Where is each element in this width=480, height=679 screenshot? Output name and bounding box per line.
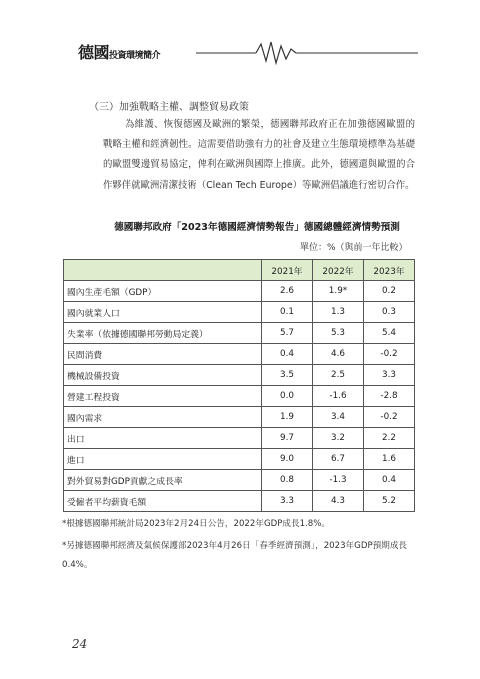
cell-2023: 1.6 xyxy=(364,449,415,470)
table-row xyxy=(64,302,415,323)
cell-2021: 1.9 xyxy=(262,407,313,428)
row-label: 國內就業人口 xyxy=(64,302,262,323)
cell-2023: 5.4 xyxy=(364,323,415,344)
body-paragraph: 為維護、恢復德國及歐洲的繁榮，德國聯邦政府正在加強德國歐盟的戰略主權和經濟韌性。這需要借助強有力的社會及建立生態環境標準為基礎的歐盟雙邊貿易協定，俾利在歐洲與國際上推廣。此外，德國還與歐盟的合作夥伴就歐洲清潔技術（Clean Tech Europe）等歐洲倡議進行密切合作。 xyxy=(103,119,415,191)
row-label: 機械設備投資 xyxy=(64,365,262,386)
cell-2022: 2.5 xyxy=(313,365,364,386)
cell-2021: 0.8 xyxy=(262,470,313,491)
cell-2022: 3.4 xyxy=(313,407,364,428)
cell-2022: 4.3 xyxy=(313,491,364,512)
column-header-2023: 2023年 xyxy=(364,260,415,281)
cell-2022: 1.9* xyxy=(313,281,364,302)
table-header-row xyxy=(64,260,415,281)
column-header-2022: 2022年 xyxy=(313,260,364,281)
column-header-2021: 2021年 xyxy=(262,260,313,281)
table-row xyxy=(64,386,415,407)
cell-2023: 0.3 xyxy=(364,302,415,323)
cell-2023: 2.2 xyxy=(364,428,415,449)
header-title-sub: 投資環境簡介 xyxy=(109,51,161,61)
row-label: 國內生產毛額（GDP） xyxy=(64,281,262,302)
cell-2021: 9.7 xyxy=(262,428,313,449)
header-title xyxy=(78,40,160,63)
cell-2022: 3.2 xyxy=(313,428,364,449)
row-label: 對外貿易對GDP貢獻之成長率 xyxy=(64,470,262,491)
cell-2022: 6.7 xyxy=(313,449,364,470)
table-row xyxy=(64,470,415,491)
table-row xyxy=(64,323,415,344)
cell-2021: 0.1 xyxy=(262,302,313,323)
table-header-corner xyxy=(64,260,262,281)
cell-2021: 3.3 xyxy=(262,491,313,512)
section-heading: （三）加強戰略主權、調整貿易政策 xyxy=(89,102,249,113)
cell-2021: 9.0 xyxy=(262,449,313,470)
row-label: 進口 xyxy=(64,449,262,470)
cell-2023: 0.2 xyxy=(364,281,415,302)
cell-2023: 0.4 xyxy=(364,470,415,491)
cell-2023: 3.3 xyxy=(364,365,415,386)
table-row xyxy=(64,407,415,428)
cell-2022: -1.3 xyxy=(313,470,364,491)
table-row xyxy=(64,344,415,365)
cell-2022: 5.3 xyxy=(313,323,364,344)
table-unit-note: 單位：%（與前一年比較） xyxy=(300,243,408,253)
footnote-1: *根據德國聯邦統計局2023年2月24日公告，2022年GDP成長1.8%。 xyxy=(62,519,331,529)
header-title-main: 德國 xyxy=(78,43,110,62)
cell-2021: 2.6 xyxy=(262,281,313,302)
footnote-2: *另據德國聯邦經濟及氣候保護部2023年4月26日「春季經濟預測」，2023年GDP預期成長0.4%。 xyxy=(62,541,408,570)
cell-2022: -1.6 xyxy=(313,386,364,407)
cell-2021: 0.4 xyxy=(262,344,313,365)
cell-2023: -0.2 xyxy=(364,407,415,428)
table-row xyxy=(64,281,415,302)
cell-2023: 5.2 xyxy=(364,491,415,512)
row-label: 營建工程投資 xyxy=(64,386,262,407)
table-title: 德國聯邦政府「2023年德國經濟情勢報告」德國總體經濟情勢預測 xyxy=(114,222,400,233)
table-row xyxy=(64,428,415,449)
row-label: 失業率（依據德國聯邦勞動局定義） xyxy=(64,323,262,344)
row-label: 民間消費 xyxy=(64,344,262,365)
table-body xyxy=(64,281,415,512)
row-label: 國內需求 xyxy=(64,407,262,428)
row-label: 受僱者平均薪資毛額 xyxy=(64,491,262,512)
economic-forecast-table xyxy=(63,259,415,512)
table-row xyxy=(64,365,415,386)
row-label: 出口 xyxy=(64,428,262,449)
cell-2021: 0.0 xyxy=(262,386,313,407)
table-row xyxy=(64,491,415,512)
cell-2022: 4.6 xyxy=(313,344,364,365)
cell-2023: -2.8 xyxy=(364,386,415,407)
cell-2023: -0.2 xyxy=(364,344,415,365)
cell-2021: 3.5 xyxy=(262,365,313,386)
page-number: 24 xyxy=(72,637,88,651)
cell-2022: 1.3 xyxy=(313,302,364,323)
page-header xyxy=(78,38,418,66)
cell-2021: 5.7 xyxy=(262,323,313,344)
table-row xyxy=(64,449,415,470)
